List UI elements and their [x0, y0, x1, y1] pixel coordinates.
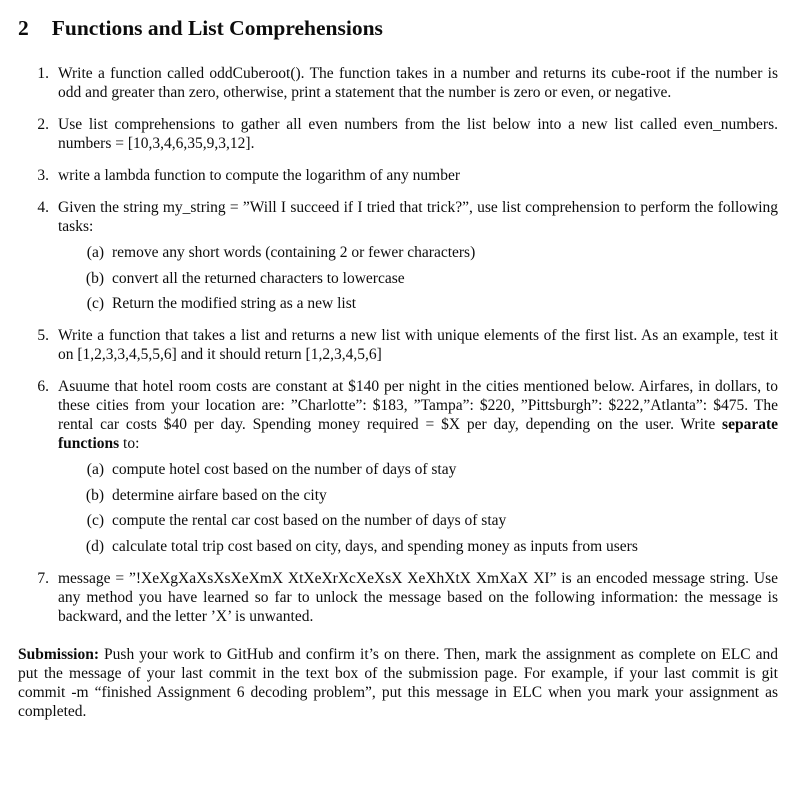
item-marker: 4.: [37, 199, 49, 216]
item-text: Use list comprehensions to gather all even numbers from the list below into a new list called even_numbers. numbers = [10,3,4,6,35,9,3,12].: [58, 116, 778, 152]
subitem-marker: (b): [85, 486, 104, 504]
sublist-item-b: [58, 486, 778, 505]
sublist: [58, 243, 778, 313]
item-marker: 2.: [37, 116, 49, 133]
subitem-text: Return the modified string as a new list: [112, 295, 357, 312]
list-item-2: [18, 115, 778, 153]
item-text-bold: separate functions: [58, 416, 778, 452]
sublist-item-a: [58, 460, 778, 479]
sublist-item-b: [58, 269, 778, 288]
item-marker: 1.: [37, 65, 49, 82]
list-item-6: [18, 377, 778, 556]
item-text-after-bold: to:: [119, 435, 140, 452]
item-text: Write a function that takes a list and returns a new list with unique elements of the first list. As an example, test it on [1,2,3,3,4,5,5,6] and it should return [1,2,3,4,5,6]: [58, 327, 778, 363]
subitem-text: compute the rental car cost based on the number of days of stay: [112, 512, 507, 529]
section-number: 2: [18, 16, 29, 40]
section-heading: [18, 16, 778, 41]
sublist-item-c: [58, 294, 778, 313]
item-marker: 5.: [37, 327, 49, 344]
item-text: Write a function called oddCuberoot(). The function takes in a number and returns its cube-root if the number is odd and greater than zero, otherwise, print a statement that the number is zero or even, or negative.: [58, 65, 778, 101]
subitem-text: compute hotel cost based on the number of days of stay: [112, 461, 457, 478]
subitem-marker: (d): [85, 537, 104, 555]
subitem-text: remove any short words (containing 2 or fewer characters): [112, 244, 476, 261]
item-body: [58, 569, 778, 626]
list-item-1: [18, 64, 778, 102]
subitem-marker: (c): [86, 295, 104, 312]
item-body: [58, 326, 778, 364]
subitem-marker: (b): [85, 269, 104, 287]
item-marker: 6.: [37, 378, 49, 395]
list-item-5: [18, 326, 778, 364]
sublist-item-d: [58, 537, 778, 556]
list-item-4: [18, 198, 778, 313]
list-item-3: [18, 166, 778, 185]
item-body: [58, 64, 778, 102]
submission-text: Push your work to GitHub and confirm it’s on there. Then, mark the assignment as complete on ELC and put the message of your last commit in the text box of the submission page. For example, if your last commit is git commit -m “finished Assignment 6 decoding problem”, put this message in ELC when you mark your assignment as completed.: [18, 645, 778, 720]
item-body: [58, 377, 778, 556]
item-text: write a lambda function to compute the logarithm of any number: [58, 167, 461, 184]
item-text: Given the string my_string = ”Will I succeed if I tried that trick?”, use list comprehension to perform the following tasks:: [58, 199, 778, 235]
item-body: [58, 115, 778, 153]
item-marker: 7.: [37, 569, 49, 587]
subitem-text: calculate total trip cost based on city, days, and spending money as inputs from users: [112, 537, 638, 555]
subitem-marker: (c): [86, 512, 104, 529]
sublist-item-a: [58, 243, 778, 262]
submission-label: Submission:: [18, 645, 99, 663]
section-title: Functions and List Comprehensions: [51, 16, 383, 40]
subitem-text: determine airfare based on the city: [112, 486, 327, 504]
subitem-marker: (a): [86, 244, 104, 261]
item-text-before-bold: Asuume that hotel room costs are constant at $140 per night in the cities mentioned below. Airfares, in dollars, to these cities from your location are: ”Charlotte”: $183, ”Tampa”: $220, ”Pittsburgh”: $222,”Atlanta”: $475. The rental car costs $40 per day. Spending money required = $X per day, depending on the user. Write: [58, 378, 778, 433]
subitem-marker: (a): [86, 461, 104, 478]
sublist-item-c: [58, 511, 778, 530]
submission-paragraph: [18, 645, 778, 721]
item-text: message = ”!XeXgXaXsXsXeXmX XtXeXrXcXeXsX XeXhXtX XmXaX XI” is an encoded message string. Use any method you have learned so far to unlock the message based on the following information: the message is backward, and the letter ’X’ is unwanted.: [58, 569, 778, 625]
subitem-text: convert all the returned characters to lowercase: [112, 269, 405, 287]
sublist: [58, 460, 778, 556]
item-body: [58, 166, 778, 185]
item-text: [58, 377, 778, 453]
item-body: [58, 198, 778, 313]
list-item-7: [18, 569, 778, 626]
item-marker: 3.: [37, 167, 49, 184]
